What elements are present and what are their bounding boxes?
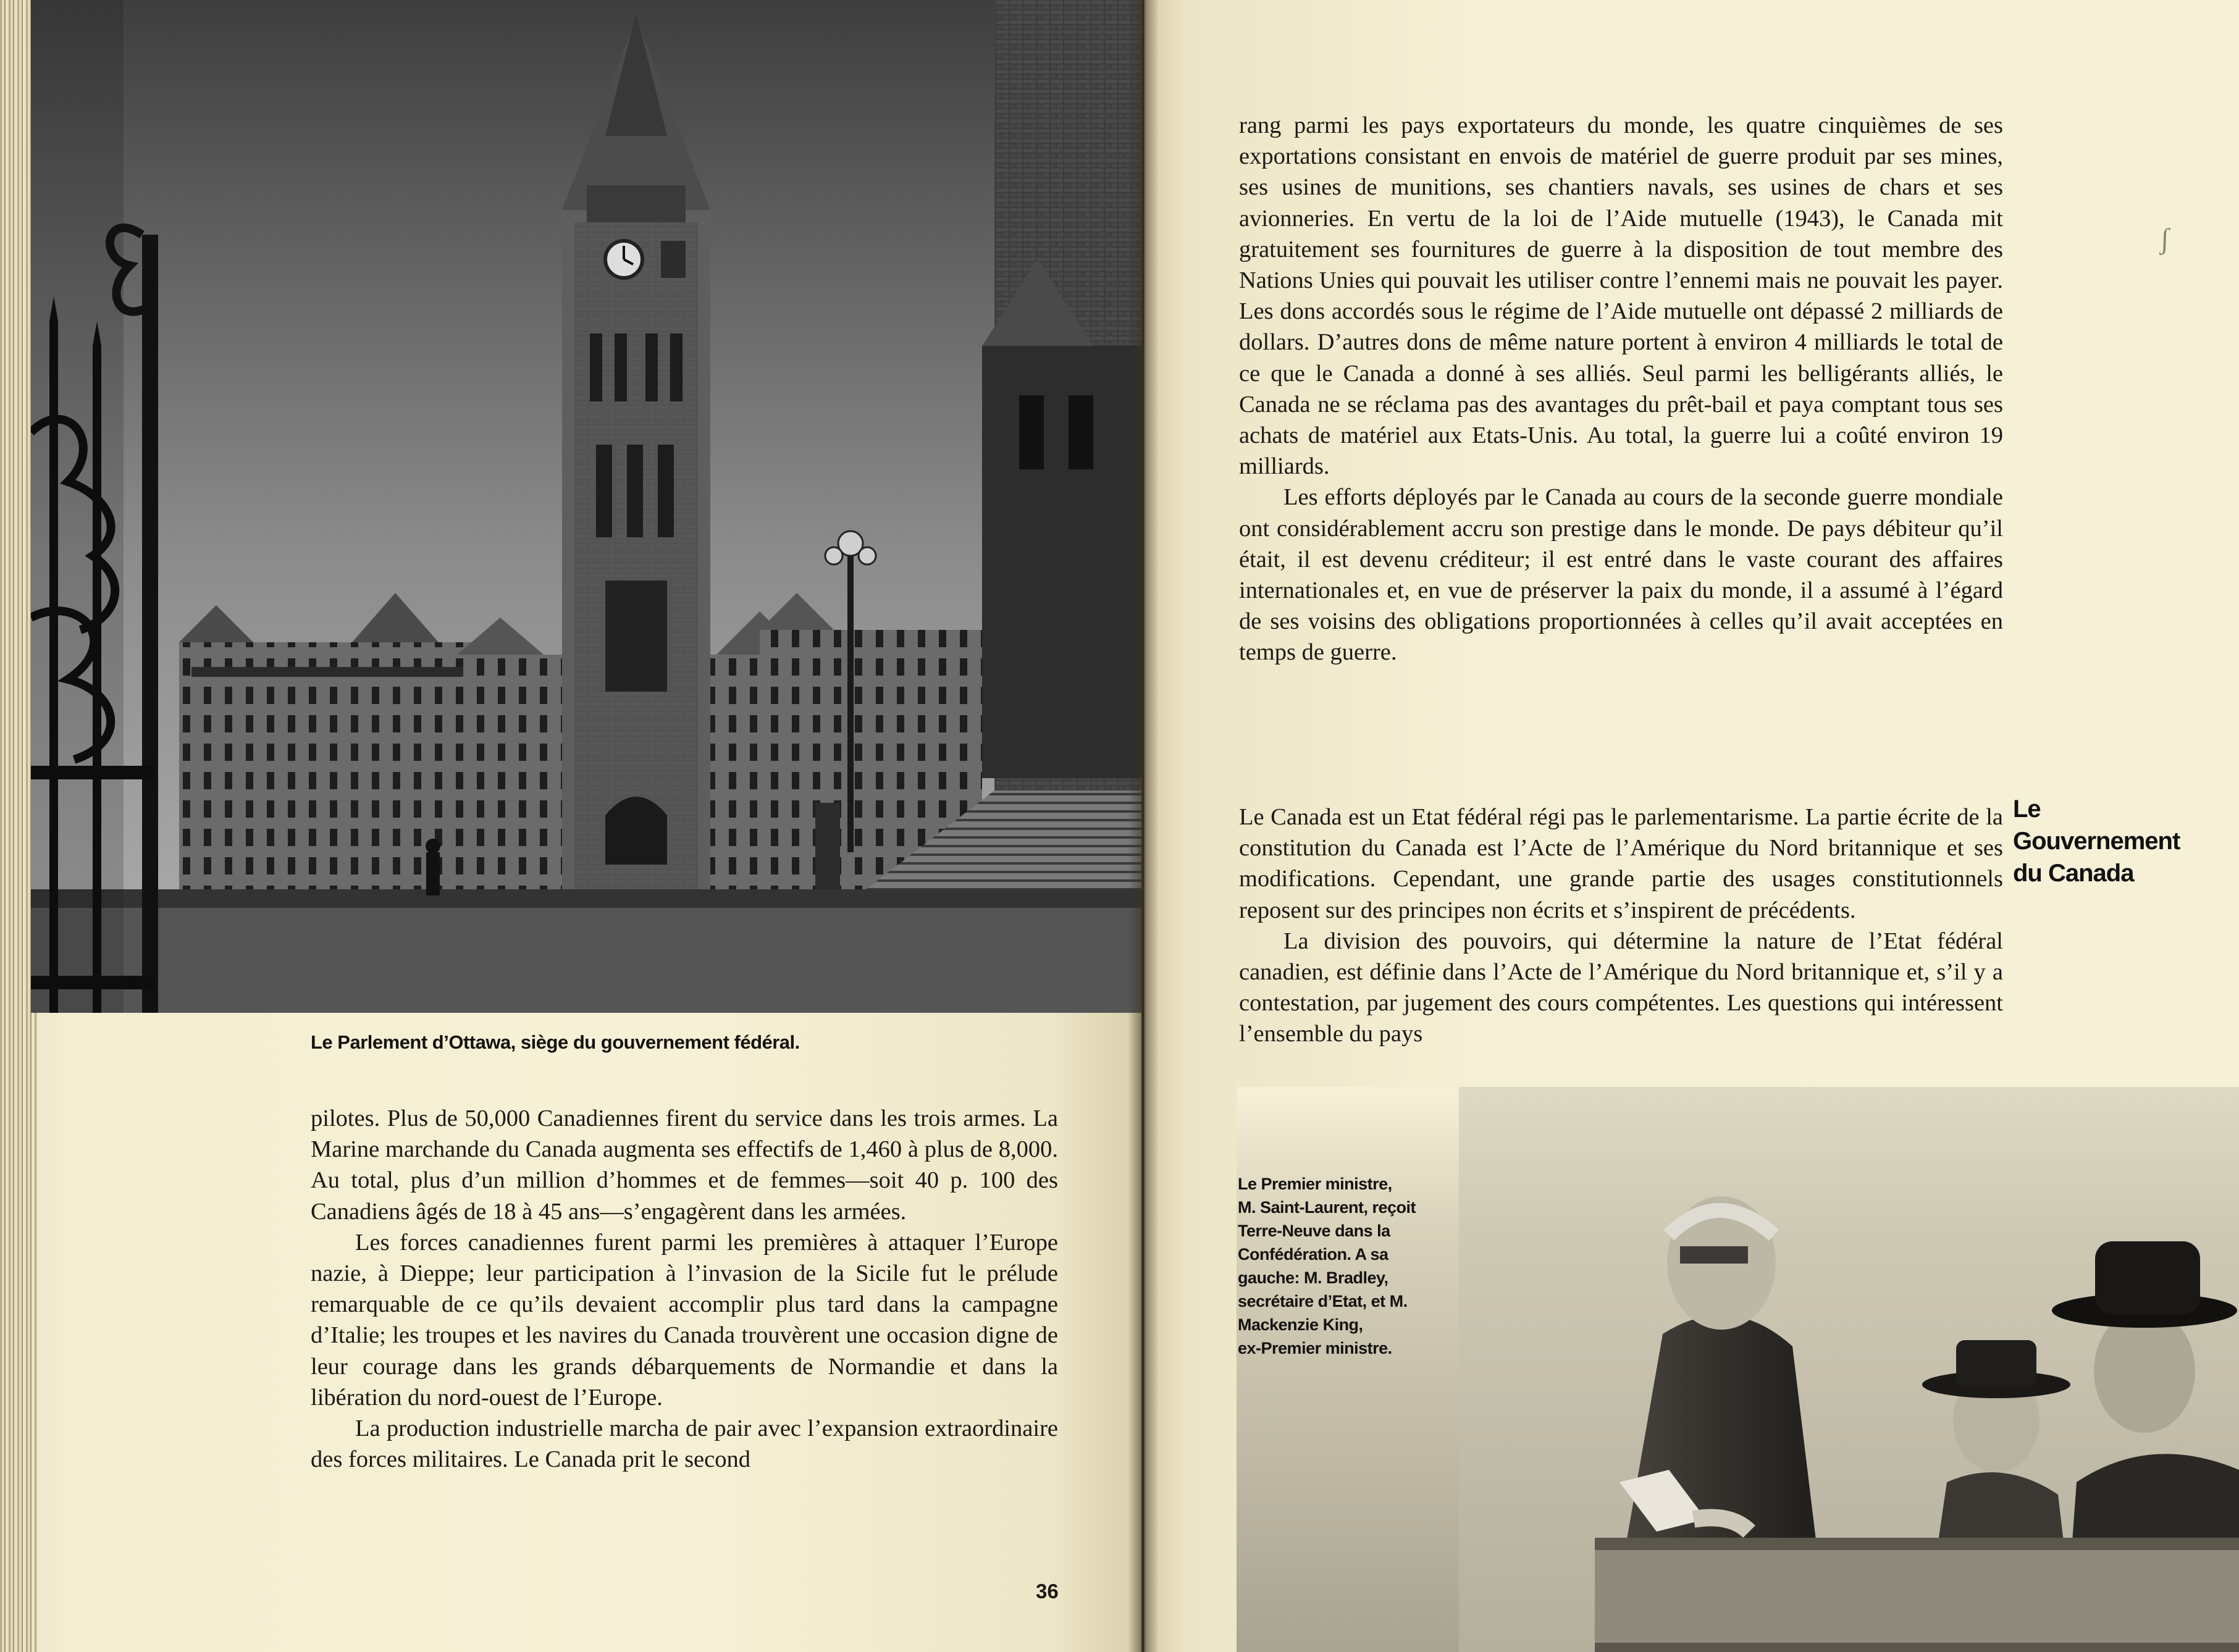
caption-line: secrétaire d’Etat, et M. — [1238, 1292, 1408, 1310]
paragraph: rang parmi les pays exportateurs du monde, les quatre cinquièmes de ses exportations consistant en envois de matériel de guerre produit par ses mines, ses usines de munitions, ses chantiers navals, ses usines de chars et ses avionneries. En vertu de la loi de l’Aide mutuelle (1943), le Canada mit gratuitement ses fournitures de guerre à la disposition de tout membre des Nations Unies qui pouvait les utiliser contre l’ennemi mais ne pouvait les payer. Les dons accordés sous le régime de l’Aide mutuelle ont dépassé 2 milliards de dollars. D’autres dons de même nature portent à environ 4 milliards le total de ce que le Canada a donné à ses alliés. Seul parmi les belligérants alliés, le Canada ne se réclama pas des avantages du prêt-bail et paya comptant tous ses achats de matériel aux Etats-Unis. Au total, la guerre lui a coûté environ 19 milliards. — [1239, 112, 2003, 480]
right-body-text-bottom — [1239, 802, 2003, 1050]
paragraph: Les forces canadiennes furent parmi les premières à attaquer l’Europe nazie, à Dieppe; leur participation à l’invasion de la Sicile fut le prélude remarquable de ce qu’ils devaient accomplir plus tard dans la campagne d’Italie; les troupes et les navires du Canada trouvèrent une occasion digne de leur courage dans les grands débarquements de Normandie et dans la libération du nord-ouest de l’Europe. — [311, 1229, 1058, 1411]
paragraph: Le Canada est un Etat fédéral régi pas le parlementarisme. La partie écrite de la constitution du Canada est l’Acte de l’Amérique du Nord britannique et ses modifications. Cependant, une grande partie des usages constitutionnels reposent sur des principes non écrits et s’inspirent de précédents. — [1239, 804, 2003, 923]
caption-line: M. Saint-Laurent, reçoit — [1238, 1198, 1416, 1217]
caption-line: Confédération. A sa — [1238, 1245, 1388, 1264]
right-body-text-top — [1239, 110, 2003, 668]
heading-line: Le — [2013, 795, 2041, 823]
book-gutter — [1128, 0, 1159, 1652]
section-heading — [2013, 793, 2180, 889]
heading-line: Gouvernement — [2013, 828, 2180, 855]
paragraph: La production industrielle marcha de pair avec l’expansion extraordinaire des forces militaires. Le Canada prit le second — [311, 1415, 1058, 1473]
photo-caption — [1238, 1172, 1442, 1360]
caption-line: Le Premier ministre, — [1238, 1175, 1392, 1193]
caption-line: Mackenzie King, — [1238, 1315, 1363, 1334]
caption-line: gauche: M. Bradley, — [1238, 1268, 1388, 1287]
caption-line: ex-Premier ministre. — [1238, 1339, 1392, 1357]
heading-line: du Canada — [2013, 860, 2134, 887]
caption-line: Terre-Neuve dans la — [1238, 1222, 1390, 1240]
paragraph: La division des pouvoirs, qui détermine la nature de l’Etat fédéral canadien, est définie dans l’Acte de l’Amérique du Nord britannique et, s’il y a contestation, par jugement des cours compétentes. Les questions qui intéressent l’ensemble du pays — [1239, 928, 2003, 1047]
page-number: 36 — [1036, 1580, 1059, 1603]
parliament-photo — [31, 0, 1141, 1013]
paragraph: pilotes. Plus de 50,000 Canadiennes firent du service dans les trois armes. La Marine marchande du Canada augmenta ses effectifs de 1,460 à plus de 8,000. Au total, plus d’un million d’hommes et de femmes—soit 40 p. 100 des Canadiens âgés de 18 à 45 ans—s’engagèrent dans les armées. — [311, 1105, 1058, 1225]
pencil-mark-icon: ʃ — [2158, 222, 2171, 255]
left-body-text — [311, 1103, 1058, 1475]
right-page — [1144, 0, 2239, 1652]
paragraph: Les efforts déployés par le Canada au cours de la seconde guerre mondiale ont considérablement accru son prestige dans le monde. De pays débiteur qu’il était, il est devenu créditeur; il est entré dans le vaste courant des affaires internationales et, en vue de préserver la paix du monde, il a assumé à l’égard de ses voisins des obligations proportionnées à celles qu’il avait acceptées en temps de guerre. — [1239, 484, 2003, 666]
photo-caption: Le Parlement d’Ottawa, siège du gouvernement fédéral. — [311, 1031, 800, 1053]
